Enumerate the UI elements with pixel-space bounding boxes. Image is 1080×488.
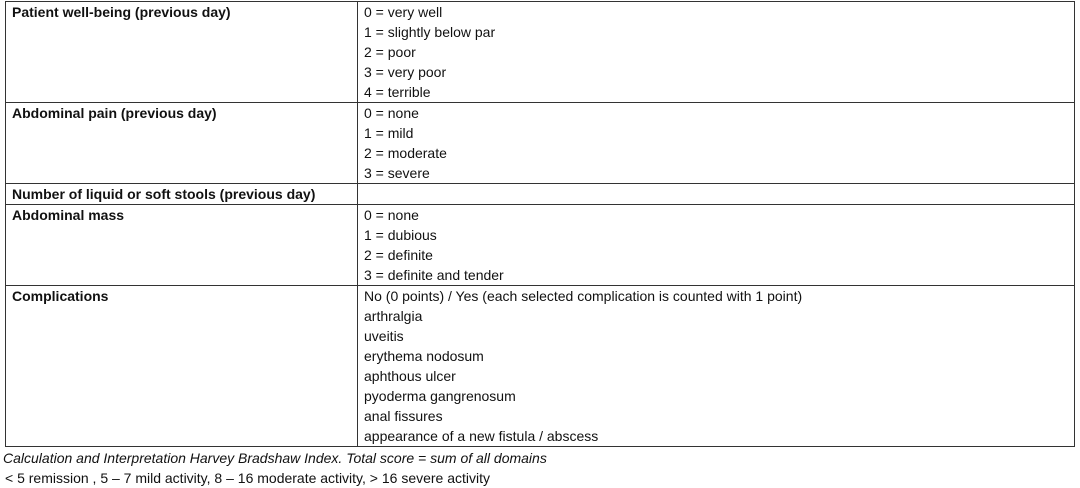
- option-line: 0 = none: [364, 207, 419, 223]
- option-line: pyoderma gangrenosum: [364, 388, 516, 404]
- domain-label: [6, 2, 358, 103]
- harvey-bradshaw-index-table: [5, 1, 1075, 447]
- domain-label: [6, 184, 358, 205]
- option-line: anal fissures: [364, 408, 443, 424]
- option-line: erythema nodosum: [364, 348, 484, 364]
- option-line: appearance of a new fistula / abscess: [364, 428, 599, 444]
- option-line: 1 = mild: [364, 125, 414, 141]
- domain-label-text: Complications: [12, 288, 109, 304]
- option-line: 1 = dubious: [364, 227, 437, 243]
- option-line: 3 = very poor: [364, 64, 447, 80]
- table-caption: Calculation and Interpretation Harvey Bradshaw Index. Total score = sum of all domains: [3, 450, 547, 466]
- option-line: aphthous ulcer: [364, 368, 456, 384]
- table-row: [6, 103, 1075, 184]
- domain-label-text: Abdominal mass: [12, 207, 125, 223]
- score-interpretation: < 5 remission , 5 – 7 mild activity, 8 – 16 moderate activity, > 16 severe activity: [5, 470, 491, 486]
- domain-options: [358, 286, 1075, 447]
- domain-label-text: Number of liquid or soft stools (previous day): [12, 186, 316, 202]
- table-footer: [3, 448, 547, 488]
- domain-label: [6, 103, 358, 184]
- table-row: [6, 205, 1075, 286]
- option-line: 0 = none: [364, 105, 419, 121]
- option-line: 1 = slightly below par: [364, 24, 496, 40]
- domain-options: [358, 103, 1075, 184]
- domain-label-text: Patient well-being (previous day): [12, 4, 231, 20]
- option-line: 2 = definite: [364, 247, 433, 263]
- table-row: [6, 286, 1075, 447]
- domain-options: [358, 2, 1075, 103]
- table-row: [6, 184, 1075, 205]
- option-line: arthralgia: [364, 308, 423, 324]
- domain-label-text: Abdominal pain (previous day): [12, 105, 217, 121]
- option-line: uveitis: [364, 328, 404, 344]
- table-row: [6, 2, 1075, 103]
- domain-options: [358, 205, 1075, 286]
- option-line: 3 = definite and tender: [364, 267, 504, 283]
- option-line: 2 = poor: [364, 44, 416, 60]
- option-line: 3 = severe: [364, 165, 430, 181]
- option-line: 0 = very well: [364, 4, 443, 20]
- domain-options: [358, 184, 1075, 205]
- domain-label: [6, 286, 358, 447]
- option-line: 4 = terrible: [364, 84, 431, 100]
- option-line: 2 = moderate: [364, 145, 447, 161]
- empty-line: [364, 184, 1068, 204]
- domain-label: [6, 205, 358, 286]
- option-line: No (0 points) / Yes (each selected complication is counted with 1 point): [364, 288, 803, 304]
